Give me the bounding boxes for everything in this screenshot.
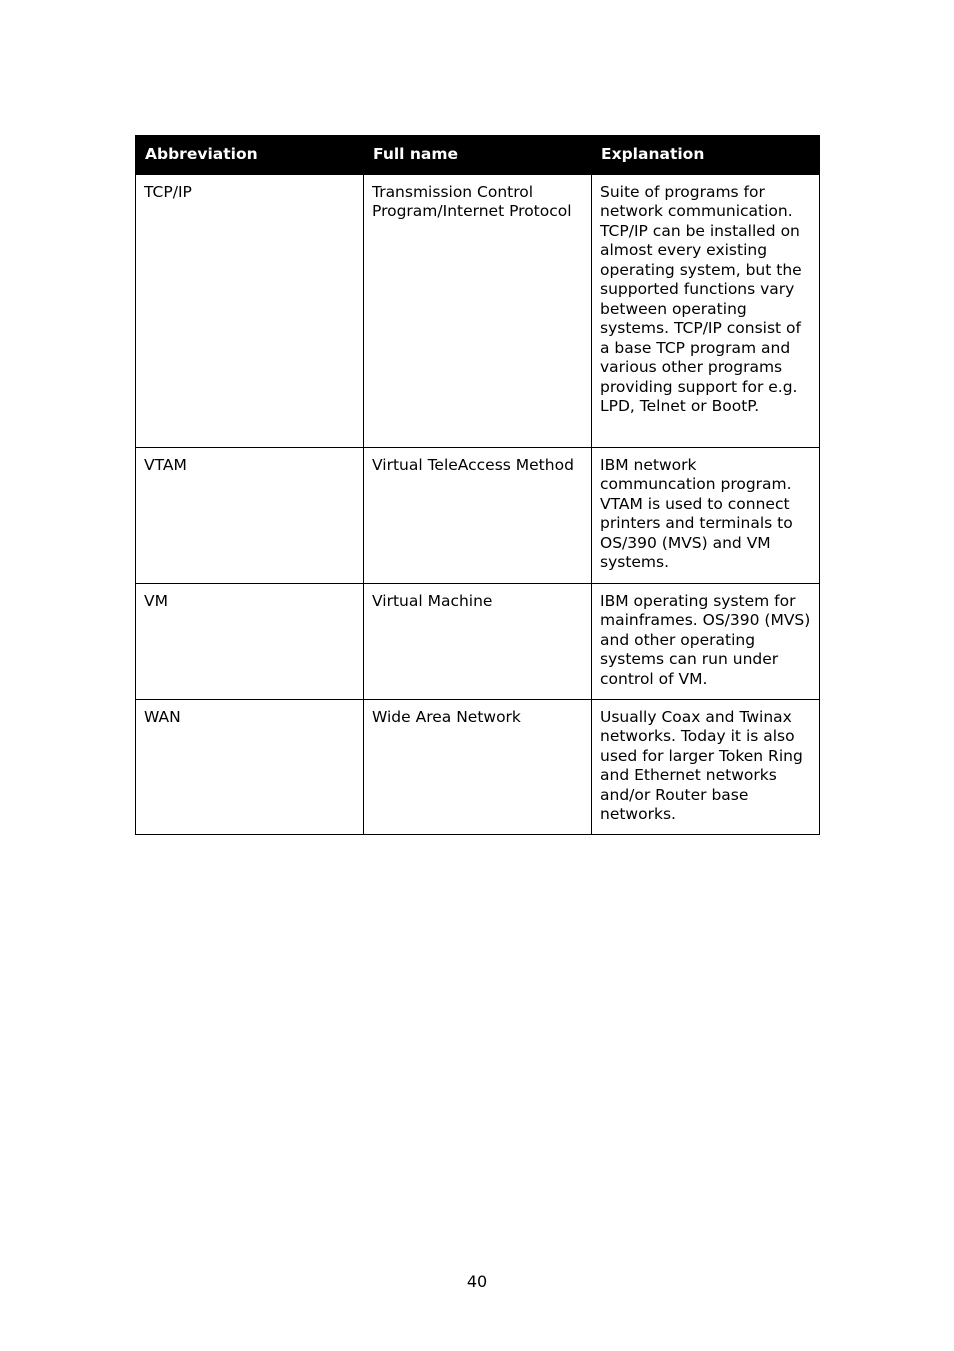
header-abbreviation: Abbreviation xyxy=(136,136,364,175)
cell-abbreviation: VM xyxy=(136,583,364,699)
header-explanation: Explanation xyxy=(592,136,820,175)
table-row xyxy=(136,699,820,834)
table-header xyxy=(136,136,820,175)
cell-abbreviation: VTAM xyxy=(136,447,364,583)
table-row xyxy=(136,583,820,699)
cell-explanation: Suite of programs for network communication. TCP/IP can be installed on almost every existing operating system, but the supported functions vary between operating systems. TCP/IP consist of a base TCP program and various other programs providing support for e.g. LPD, Telnet or BootP. xyxy=(592,174,820,447)
header-full-name: Full name xyxy=(364,136,592,175)
table-row xyxy=(136,447,820,583)
glossary-table xyxy=(135,135,820,835)
cell-full-name: Virtual Machine xyxy=(364,583,592,699)
table-row xyxy=(136,174,820,447)
cell-abbreviation: WAN xyxy=(136,699,364,834)
cell-abbreviation: TCP/IP xyxy=(136,174,364,447)
page-number: 40 xyxy=(466,1272,488,1291)
cell-explanation: Usually Coax and Twinax networks. Today it is also used for larger Token Ring and Ethernet networks and/or Router base networks. xyxy=(592,699,820,834)
cell-explanation: IBM operating system for mainframes. OS/390 (MVS) and other operating systems can run under control of VM. xyxy=(592,583,820,699)
cell-full-name: Wide Area Network xyxy=(364,699,592,834)
cell-full-name: Transmission Control Program/Internet Protocol xyxy=(364,174,592,447)
table-body xyxy=(136,174,820,834)
cell-full-name: Virtual TeleAccess Method xyxy=(364,447,592,583)
table-header-row xyxy=(136,136,820,175)
cell-explanation: IBM network communcation program. VTAM is used to connect printers and terminals to OS/390 (MVS) and VM systems. xyxy=(592,447,820,583)
